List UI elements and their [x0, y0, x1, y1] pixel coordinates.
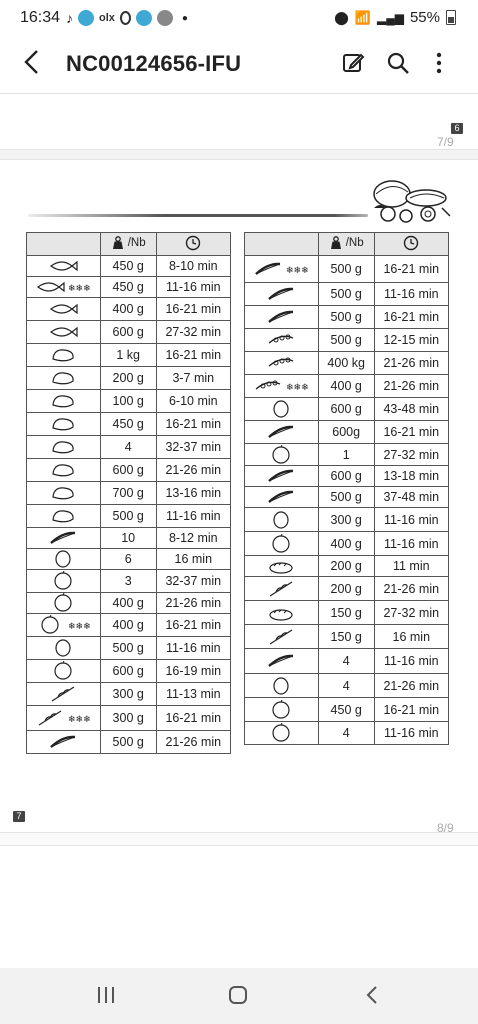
quantity-cell: 1 kg — [100, 344, 156, 367]
frozen-green-beans-icon — [253, 259, 309, 279]
time-cell: 21-26 min — [374, 352, 448, 375]
table-row — [27, 459, 231, 482]
pasta-icon — [266, 579, 296, 599]
svg-text:❄❄❄: ❄❄❄ — [68, 622, 92, 632]
table-row — [27, 570, 231, 593]
food-cell — [245, 674, 319, 698]
time-cell: 16-21 min — [156, 413, 230, 436]
quantity-header — [100, 233, 156, 256]
tiktok-icon: ♪ — [66, 10, 73, 26]
quantity-cell: 600 g — [318, 466, 374, 487]
olx-icon: olx — [99, 12, 115, 24]
table-row — [27, 593, 231, 614]
table-row — [245, 556, 449, 577]
peach-icon — [266, 723, 296, 743]
table-row — [27, 505, 231, 528]
more-vert-icon — [426, 50, 452, 76]
pepper-icon — [266, 510, 296, 530]
food-cell — [27, 637, 101, 660]
time-cell: 11-16 min — [374, 649, 448, 674]
table-row — [245, 577, 449, 601]
table-row — [27, 344, 231, 367]
time-cell: 16-21 min — [156, 344, 230, 367]
svg-text:❄❄❄: ❄❄❄ — [68, 715, 92, 725]
time-cell: 27-32 min — [374, 601, 448, 625]
page-number: 8/9 — [437, 821, 454, 835]
time-cell: 27-32 min — [156, 321, 230, 344]
time-cell: 21-26 min — [374, 577, 448, 601]
food-cell — [27, 482, 101, 505]
time-header — [156, 233, 230, 256]
recent-apps-icon — [96, 985, 116, 1005]
sausage-icon — [48, 528, 78, 548]
time-cell: 37-48 min — [374, 487, 448, 508]
peas-icon — [266, 353, 296, 373]
search-button[interactable] — [385, 50, 411, 76]
table-row — [245, 466, 449, 487]
table-row — [27, 706, 231, 731]
cooking-table-right — [244, 232, 449, 745]
svg-text:❄❄❄: ❄❄❄ — [286, 383, 310, 393]
table-row — [27, 614, 231, 637]
chicken-leg-icon — [48, 437, 78, 457]
food-cell — [27, 367, 101, 390]
food-cell — [245, 306, 319, 329]
food-cell — [245, 698, 319, 722]
edit-button[interactable] — [340, 50, 366, 76]
home-button[interactable] — [228, 985, 248, 1010]
table-row — [245, 487, 449, 508]
food-cell — [27, 344, 101, 367]
table-row — [245, 674, 449, 698]
time-cell: 21-26 min — [156, 731, 230, 754]
quantity-cell: 4 — [318, 722, 374, 745]
mushroom-icon — [48, 638, 78, 658]
quantity-cell: 300 g — [318, 508, 374, 532]
quantity-cell: 4 — [318, 674, 374, 698]
table-row — [27, 367, 231, 390]
whole-fish-icon — [48, 322, 78, 342]
page-gap — [0, 832, 478, 846]
quantity-cell: 450 g — [318, 698, 374, 722]
more-notifications-icon: ● — [181, 12, 188, 24]
food-cell — [27, 256, 101, 277]
time-cell: 16-21 min — [156, 614, 230, 637]
banana-icon — [266, 651, 296, 671]
food-cell — [245, 466, 319, 487]
time-cell: 3-7 min — [156, 367, 230, 390]
quantity-cell: 150 g — [318, 625, 374, 649]
food-cell — [27, 528, 101, 549]
home-icon — [228, 985, 248, 1005]
frozen-peas-icon — [253, 376, 309, 396]
quantity-header-label: /Nb — [127, 236, 146, 249]
zucchini-icon — [266, 466, 296, 486]
location-app-icon — [78, 10, 94, 26]
food-cell — [27, 706, 101, 731]
location-app-icon-2 — [136, 10, 152, 26]
table-row — [27, 321, 231, 344]
peas-pod-icon — [266, 330, 296, 350]
quantity-cell: 150 g — [318, 601, 374, 625]
time-cell: 16 min — [156, 549, 230, 570]
meat-cut-icon — [48, 460, 78, 480]
spinach-icon — [48, 684, 78, 704]
quantity-cell: 500 g — [318, 487, 374, 508]
time-cell: 32-37 min — [156, 570, 230, 593]
time-cell: 11-16 min — [156, 505, 230, 528]
asparagus-icon — [266, 422, 296, 442]
food-cell — [245, 375, 319, 398]
table-row — [27, 683, 231, 706]
back-icon — [364, 985, 380, 1005]
food-cell — [245, 556, 319, 577]
time-header — [374, 233, 448, 256]
food-cell — [27, 683, 101, 706]
food-header — [245, 233, 319, 256]
time-cell: 21-26 min — [156, 459, 230, 482]
battery-icon — [446, 10, 456, 25]
table-row — [245, 508, 449, 532]
quantity-cell: 450 g — [100, 256, 156, 277]
quantity-cell: 400 g — [318, 375, 374, 398]
fish-steak-icon — [48, 299, 78, 319]
quantity-cell: 500 g — [318, 306, 374, 329]
chevron-left-icon — [22, 48, 42, 76]
quantity-cell: 200 g — [318, 556, 374, 577]
clock: 16:34 — [20, 9, 61, 26]
food-cell — [245, 352, 319, 375]
table-row — [27, 482, 231, 505]
table-row — [27, 549, 231, 570]
table-row — [245, 722, 449, 745]
table-row — [245, 649, 449, 674]
table-row — [245, 625, 449, 649]
couscous-icon — [266, 603, 296, 623]
weight-icon — [329, 236, 343, 250]
quantity-header — [318, 233, 374, 256]
table-row — [245, 601, 449, 625]
quantity-cell: 500 g — [318, 256, 374, 283]
food-cell — [245, 398, 319, 421]
time-cell: 16 min — [374, 625, 448, 649]
artichoke-icon — [48, 571, 78, 591]
food-cell — [27, 298, 101, 321]
navigation-bar — [0, 968, 478, 1024]
time-cell: 16-21 min — [156, 298, 230, 321]
time-cell: 16-21 min — [374, 306, 448, 329]
food-cell — [27, 413, 101, 436]
table-row — [27, 637, 231, 660]
time-cell: 8-12 min — [156, 528, 230, 549]
battery-percent: 55% — [409, 9, 440, 26]
mussels-icon — [48, 345, 78, 365]
table-row — [27, 413, 231, 436]
food-cell — [27, 436, 101, 459]
table-row — [27, 277, 231, 298]
cooking-table-left — [26, 232, 231, 754]
food-cell — [245, 329, 319, 352]
quantity-header-label: /Nb — [345, 236, 364, 249]
table-header-row — [245, 233, 449, 256]
food-cell — [27, 593, 101, 614]
weight-icon — [111, 236, 125, 250]
quantity-cell: 600 g — [100, 321, 156, 344]
time-cell: 11-16 min — [374, 283, 448, 306]
quantity-cell: 400 g — [100, 298, 156, 321]
table-row — [245, 532, 449, 556]
quantity-cell: 6 — [100, 549, 156, 570]
wifi-icon: 📶 — [354, 9, 371, 25]
turkey-icon — [48, 506, 78, 526]
scallop-icon — [48, 391, 78, 411]
food-cell — [27, 277, 101, 298]
table-row — [245, 698, 449, 722]
time-cell: 11-16 min — [374, 508, 448, 532]
quantity-cell: 400 g — [100, 593, 156, 614]
food-cell — [27, 731, 101, 754]
page-badge: 6 — [451, 123, 463, 134]
quantity-cell: 300 g — [100, 683, 156, 706]
time-cell: 11-16 min — [374, 722, 448, 745]
food-cell — [27, 459, 101, 482]
time-cell: 11-16 min — [156, 637, 230, 660]
food-cell — [245, 625, 319, 649]
time-cell: 13-16 min — [156, 482, 230, 505]
food-cell — [27, 505, 101, 528]
table-row — [27, 256, 231, 277]
table-row — [245, 283, 449, 306]
food-cell — [245, 532, 319, 556]
time-cell: 8-10 min — [156, 256, 230, 277]
time-cell: 32-37 min — [156, 436, 230, 459]
food-cell — [245, 487, 319, 508]
food-header — [27, 233, 101, 256]
pear-icon — [266, 676, 296, 696]
quantity-cell: 600 g — [100, 459, 156, 482]
time-cell: 11-16 min — [374, 532, 448, 556]
time-cell: 11 min — [374, 556, 448, 577]
quantity-cell: 4 — [318, 649, 374, 674]
table-row — [27, 731, 231, 754]
food-cell — [245, 421, 319, 444]
notification-icons — [66, 10, 188, 26]
quantity-cell: 700 g — [100, 482, 156, 505]
fish-fillet-icon — [48, 256, 78, 276]
time-cell: 21-26 min — [374, 674, 448, 698]
time-cell: 21-26 min — [156, 593, 230, 614]
table-row — [245, 306, 449, 329]
quantity-cell: 200 g — [100, 367, 156, 390]
svg-text:❄❄❄: ❄❄❄ — [286, 266, 310, 276]
time-cell: 13-18 min — [374, 466, 448, 487]
previous-page — [0, 93, 478, 150]
food-cell — [27, 570, 101, 593]
tomato-icon — [266, 534, 296, 554]
page-gap — [0, 149, 478, 160]
food-cell — [27, 390, 101, 413]
time-cell: 27-32 min — [374, 444, 448, 466]
table-row — [27, 528, 231, 549]
quantity-cell: 500 g — [318, 283, 374, 306]
time-cell: 6-10 min — [156, 390, 230, 413]
food-cell — [27, 321, 101, 344]
wheat-icon — [266, 627, 296, 647]
more-options-button[interactable] — [426, 50, 452, 76]
time-cell: 16-21 min — [374, 421, 448, 444]
status-bar — [0, 0, 478, 36]
quantity-cell: 3 — [100, 570, 156, 593]
quantity-cell: 500 g — [100, 731, 156, 754]
header-rule — [28, 214, 368, 217]
table-row — [245, 421, 449, 444]
cauliflower-icon — [48, 661, 78, 681]
quantity-cell: 400 g — [100, 614, 156, 637]
table-row — [27, 298, 231, 321]
food-illustration-icon — [366, 174, 452, 226]
svg-text:❄❄❄: ❄❄❄ — [68, 284, 92, 294]
table-row — [245, 398, 449, 421]
egg-icon — [48, 549, 78, 569]
table-row — [245, 352, 449, 375]
quantity-cell: 450 g — [100, 277, 156, 298]
corn-icon — [266, 487, 296, 507]
location-icon: ⬤ — [334, 9, 349, 25]
app-bar — [0, 36, 478, 92]
food-cell — [245, 444, 319, 466]
food-cell — [27, 614, 101, 637]
page-number: 7/9 — [437, 135, 454, 149]
food-cell — [245, 601, 319, 625]
food-cell — [245, 649, 319, 674]
quantity-cell: 1 — [318, 444, 374, 466]
table-row — [245, 444, 449, 466]
quantity-cell: 10 — [100, 528, 156, 549]
quantity-cell: 4 — [100, 436, 156, 459]
apple-icon — [266, 700, 296, 720]
clock-icon — [403, 235, 419, 251]
back-nav-button[interactable] — [364, 985, 380, 1010]
frozen-spinach-icon — [35, 708, 91, 728]
table-row — [27, 390, 231, 413]
next-page — [0, 846, 478, 968]
table-row — [245, 329, 449, 352]
table-row — [27, 436, 231, 459]
pork-chop-icon — [48, 483, 78, 503]
table-row — [245, 256, 449, 283]
leeks-icon — [48, 732, 78, 752]
shrimp-icon — [48, 368, 78, 388]
time-cell: 21-26 min — [374, 375, 448, 398]
table-header-row — [27, 233, 231, 256]
quantity-cell: 500 g — [100, 505, 156, 528]
edit-icon — [340, 50, 366, 76]
opera-icon — [120, 11, 131, 25]
quantity-cell: 600g — [318, 421, 374, 444]
time-cell: 43-48 min — [374, 398, 448, 421]
quantity-cell: 600 g — [318, 398, 374, 421]
quantity-cell: 200 g — [318, 577, 374, 601]
quantity-cell: 400 kg — [318, 352, 374, 375]
green-beans-icon — [266, 284, 296, 304]
page-badge: 7 — [13, 811, 25, 822]
broccoli-icon — [48, 593, 78, 613]
time-cell: 16-19 min — [156, 660, 230, 683]
chrome-icon — [157, 10, 173, 26]
rice-icon — [266, 556, 296, 576]
food-cell — [245, 508, 319, 532]
food-cell — [27, 660, 101, 683]
leek-icon — [266, 307, 296, 327]
time-cell: 11-16 min — [156, 277, 230, 298]
quantity-cell: 500 g — [100, 637, 156, 660]
food-cell — [245, 722, 319, 745]
potato-icon — [266, 399, 296, 419]
clock-icon — [185, 235, 201, 251]
system-icons — [334, 9, 456, 26]
time-cell: 12-15 min — [374, 329, 448, 352]
table-row — [245, 375, 449, 398]
recent-apps-button[interactable] — [96, 985, 116, 1010]
signal-icon: ▂▄▆ — [377, 10, 404, 25]
table-row — [27, 660, 231, 683]
time-cell: 11-13 min — [156, 683, 230, 706]
food-cell — [27, 549, 101, 570]
chicken-breast-icon — [48, 414, 78, 434]
document-title: NC00124656-IFU — [66, 51, 242, 76]
search-icon — [385, 50, 411, 76]
food-cell — [245, 256, 319, 283]
frozen-broccoli-icon — [35, 615, 91, 635]
quantity-cell: 450 g — [100, 413, 156, 436]
quantity-cell: 500 g — [318, 329, 374, 352]
time-cell: 16-21 min — [374, 698, 448, 722]
time-cell: 16-21 min — [374, 256, 448, 283]
food-cell — [245, 577, 319, 601]
cabbage-icon — [266, 445, 296, 465]
frozen-fish-fillet-icon — [35, 277, 91, 297]
food-cell — [245, 283, 319, 306]
quantity-cell: 100 g — [100, 390, 156, 413]
document-page — [0, 160, 478, 832]
quantity-cell: 600 g — [100, 660, 156, 683]
quantity-cell: 400 g — [318, 532, 374, 556]
time-cell: 16-21 min — [156, 706, 230, 731]
quantity-cell: 300 g — [100, 706, 156, 731]
back-button[interactable] — [22, 48, 42, 81]
